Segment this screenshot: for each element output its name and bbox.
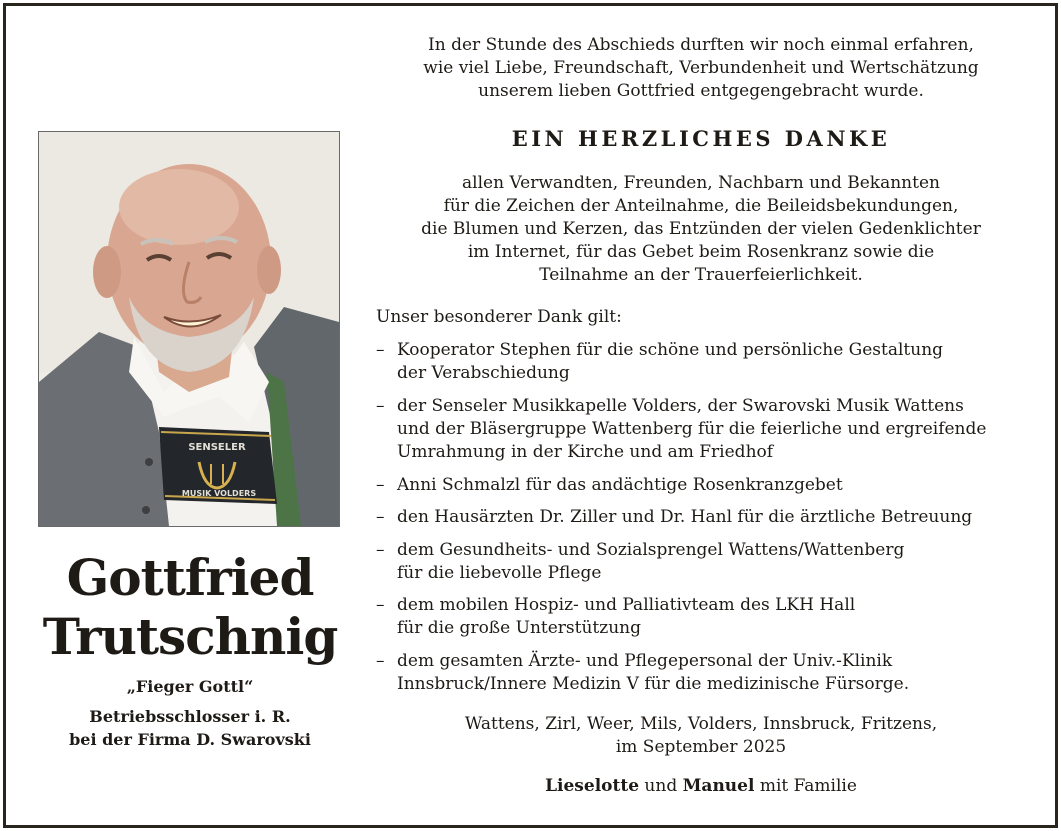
signature [376,775,1026,798]
dash: – [376,507,385,527]
special-thanks-item [376,594,1041,640]
special-thanks-item [376,539,1041,585]
item-line: für die große Unterstützung [397,618,641,638]
signature-name-1: Lieselotte [545,776,640,796]
item-line: Anni Schmalzl für das andächtige Rosenkranzgebet [397,475,843,495]
thanks-line: allen Verwandten, Freunden, Nachbarn und Bekannten [462,173,940,193]
special-thanks-label: Unser besonderer Dank gilt: [376,307,622,327]
dash: – [376,540,385,560]
item-line: dem Gesundheits- und Sozialsprengel Wattens/Wattenberg [397,540,905,560]
item-line: und der Bläsergruppe Wattenberg für die feierliche und ergreifende [397,419,987,439]
intro-line: In der Stunde des Abschieds durften wir noch einmal erfahren, [428,35,974,55]
thanks-text [376,172,1026,287]
dash: – [376,396,385,416]
item-line: dem gesamten Ärzte- und Pflegepersonal der Univ.-Klinik [397,651,893,671]
thanks-line: die Blumen und Kerzen, das Entzünden der vielen Gedenklichter [421,219,981,239]
item-line: der Verabschiedung [397,363,570,383]
item-line: der Senseler Musikkapelle Volders, der Swarovski Musik Wattens [397,396,964,416]
deceased-job-line-2: bei der Firma D. Swarovski [69,730,311,749]
badge-top-text: SENSELER [188,442,246,453]
date-line: im September 2025 [615,737,787,757]
special-thanks-item [376,650,1041,696]
badge-bottom-text: MUSIK VOLDERS [181,489,257,498]
thanks-line: für die Zeichen der Anteilnahme, die Beileidsbekundungen, [443,196,959,216]
special-thanks-item [376,474,1041,497]
deceased-first-name: Gottfried [66,548,314,607]
dash: – [376,475,385,495]
intro-line: wie viel Liebe, Freundschaft, Verbundenheit und Wertschätzung [423,58,979,78]
places-date [376,713,1026,759]
deceased-last-name: Trutschnig [42,607,338,666]
intro-line: unserem lieben Gottfried entgegengebracht wurde. [478,81,924,101]
signature-rest: mit Familie [759,776,857,796]
intro-text [376,34,1026,103]
dash: – [376,340,385,360]
special-thanks-item [376,339,1041,385]
signature-and: und [644,776,678,796]
thanks-line: Teilnahme an der Trauerfeierlichkeit. [539,265,863,285]
item-line: dem mobilen Hospiz- und Palliativteam des LKH Hall [397,595,856,615]
thanks-heading: EIN HERZLICHES DANKE [511,126,891,151]
item-line: den Hausärzten Dr. Ziller und Dr. Hanl für die ärztliche Betreuung [397,507,973,527]
deceased-nickname: „Fieger Gottl“ [126,677,254,696]
places-line: Wattens, Zirl, Weer, Mils, Volders, Innsbruck, Fritzens, [464,714,938,734]
item-line: für die liebevolle Pflege [397,563,602,583]
item-line: Innsbruck/Innere Medizin V für die medizinische Fürsorge. [397,674,910,694]
special-thanks-item [376,506,1041,529]
deceased-job-line-1: Betriebsschlosser i. R. [89,707,291,726]
dash: – [376,651,385,671]
item-line: Kooperator Stephen für die schöne und persönliche Gestaltung [397,340,944,360]
signature-name-2: Manuel [682,776,755,796]
thanks-line: im Internet, für das Gebet beim Rosenkranz sowie die [467,242,935,262]
dash: – [376,595,385,615]
portrait-photo [38,131,340,527]
item-line: Umrahmung in der Kirche und am Friedhof [397,442,774,462]
special-thanks-item [376,395,1041,464]
